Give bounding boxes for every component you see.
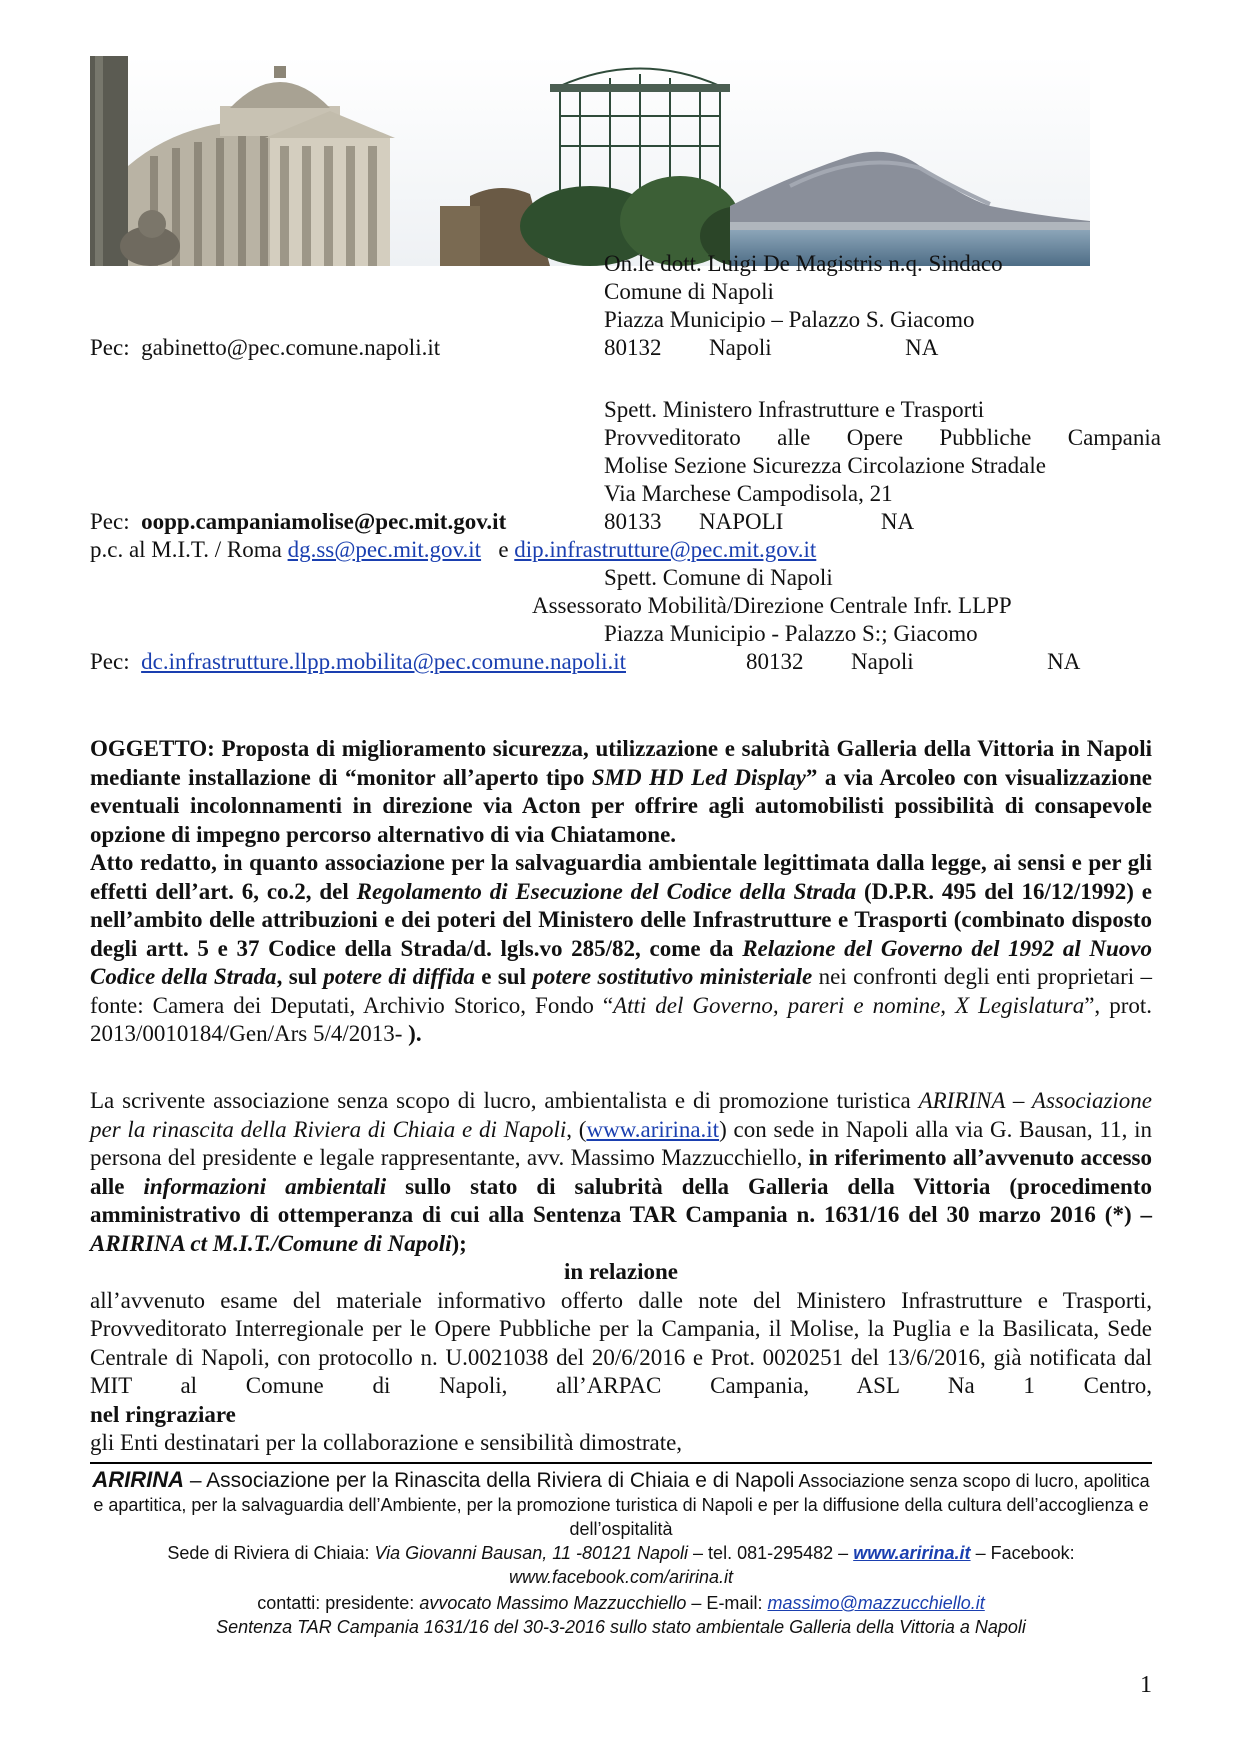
recipient-3-address: Piazza Municipio - Palazzo S:; Giacomo [604, 621, 978, 646]
footer-facebook[interactable]: www.facebook.com/aririna.it [508, 1567, 734, 1587]
cap: 80132 [746, 649, 804, 674]
association-website-link[interactable]: www.aririna.it [586, 1116, 720, 1142]
pc-conjunction: e [498, 537, 509, 562]
pc-label: p.c. al M.I.T. / Roma [90, 537, 282, 562]
pec-label: Pec: [90, 509, 130, 534]
body-block [90, 1087, 1152, 1458]
pec-label: Pec: [90, 335, 130, 360]
footer [90, 1468, 1152, 1639]
recipient-3-office: Assessorato Mobilità/Direzione Centrale Infr. LLPP [532, 593, 1012, 618]
recipient-1-pec-line [90, 334, 440, 362]
pc-line [90, 536, 816, 564]
recipient-3-pec-line [90, 648, 626, 676]
province: NA [880, 509, 915, 534]
city: NAPOLI [699, 509, 784, 534]
footer-brand: ARIRINA [92, 1467, 184, 1492]
footer-association: ARIRINA – Associazione per la Rinascita della Riviera di Chiaia e di Napoli Associazione senza scopo di lucro, apolitica e apartitica, per la salvaguardia dell’Ambiente, per la promozione turistica di Napoli e per la diffusione della cultura dell’accoglienza e dell’ospitalità [92, 1467, 1150, 1539]
recipient-2-city-line [604, 508, 914, 536]
pec-label: Pec: [90, 649, 130, 674]
recipient-3-entity: Spett. Comune di Napoli [604, 565, 833, 590]
subject-block [90, 735, 1152, 1049]
recipient-1-name: On.le dott. Luigi De Magistris n.q. Sindaco [604, 251, 1003, 276]
nel-ringraziare: nel ringraziare [90, 1401, 236, 1427]
footer-address: Sede di Riviera di Chiaia: Via Giovanni Bausan, 11 -80121 Napoli – tel. 081-295482 – www.aririna.it – Facebook: www.facebook.com/aririna.it [167, 1543, 1075, 1587]
pc-email-link-2[interactable]: dip.infrastrutture@pec.mit.gov.it [514, 537, 817, 562]
footer-divider [90, 1462, 1152, 1464]
body-paragraph-2: all’avvenuto esame del materiale informativo offerto dalle note del Ministero Infrastrutture e Trasporti, Provveditorato Interregionale per le Opere Pubbliche per la Campania, il Molise, la Puglia e la Basilicata, Sede Centrale di Napoli, con protocollo n. U.0021038 del 20/6/2016 e Prot. 0020251 del 13/6/2016, già notificata dal MIT al Comune di Napoli, all’ARPAC Campania, ASL Na 1 Centro, [90, 1287, 1152, 1398]
recipient-2-pec: oopp.campaniamolise@pec.mit.gov.it [141, 509, 507, 534]
city: Napoli [709, 335, 772, 360]
header-collage-image [90, 56, 1090, 266]
footer-email-link[interactable]: massimo@mazzucchiello.it [767, 1593, 985, 1613]
footer-website-link[interactable]: www.aririna.it [853, 1543, 971, 1563]
legal-basis-paragraph: Atto redatto, in quanto associazione per la salvaguardia ambientale legittimata dalla legge, ai sensi e per gli effetti dell’art. 6, co.2, del Regolamento di Esecuzione del Codice della Strada (D.P.R. 495 del 16/12/1992) e nell’ambito delle attribuzioni e dei poteri del Ministero delle Infrastrutture e Trasporti (combinato disposto degli artt. 5 e 37 Codice della Strada/d. lgls.vo 285/82, come da Relazione del Governo del 1992 al Nuovo Codice della Strada, sul potere di diffida e sul potere sostitutivo ministeriale nei confronti degli enti proprietari – fonte: Camera dei Deputati, Archivio Storico, Fondo “Atti del Governo, pareri e nomine, X Legislatura”, prot. 2013/0010184/Gen/Ars 5/4/2013- ). [90, 850, 1153, 1046]
recipient-1-pec: gabinetto@pec.comune.napoli.it [141, 335, 441, 360]
recipient-1-address: Piazza Municipio – Palazzo S. Giacomo [604, 307, 975, 332]
body-paragraph-3: gli Enti destinatari per la collaborazione e sensibilità dimostrate, [90, 1430, 683, 1455]
recipient-2-address: Via Marchese Campodisola, 21 [604, 481, 893, 506]
recipient-2-ministry: Spett. Ministero Infrastrutture e Trasporti [604, 397, 985, 422]
recipient-2-section: Molise Sezione Sicurezza Circolazione Stradale [604, 453, 1046, 478]
body-paragraph-1: La scrivente associazione senza scopo di lucro, ambientalista e di promozione turistica ARIRINA – Associazione per la rinascita della Riviera di Chiaia e di Napoli, (www.aririna.it) con sede in Napoli alla via G. Bausan, 11, in persona del presidente e legale rappresentante, avv. Massimo Mazzucchiello, in riferimento all’avvenuto accesso alle informazioni ambientali sullo stato di salubrità della Galleria della Vittoria (procedimento amministrativo di ottemperanza di cui alla Sentenza TAR Campania n. 1631/16 del 30 marzo 2016 (*) – ARIRINA ct M.I.T./Comune di Napoli); [90, 1088, 1152, 1256]
subject-label: OGGETTO: [90, 736, 215, 761]
recipient-3-pec-link[interactable]: dc.infrastrutture.llpp.mobilita@pec.comune.napoli.it [141, 649, 626, 674]
recipient-3-city-line [746, 648, 1080, 676]
recipient-1-city-line [604, 334, 938, 362]
pc-email-link-1[interactable]: dg.ss@pec.mit.gov.it [287, 537, 482, 562]
city: Napoli [851, 649, 914, 674]
recipient-2-office: Provveditorato alle Opere Pubbliche Campania [604, 425, 1161, 450]
page-number: 1 [1140, 1672, 1152, 1698]
footer-sentence: Sentenza TAR Campania 1631/16 del 30-3-2016 sullo stato ambientale Galleria della Vittoria a Napoli [216, 1617, 1026, 1637]
naples-landmarks-illustration [90, 56, 1090, 266]
subject-paragraph: OGGETTO: Proposta di miglioramento sicurezza, utilizzazione e salubrità Galleria della Vittoria in Napoli mediante installazione di “monitor all’aperto tipo SMD HD Led Display” a via Arcoleo con visualizzazione eventuali incolonnamenti in direzione via Acton per offrire agli automobilisti possibilità di consapevole opzione di impegno percorso alternativo di via Chiatamone. [90, 736, 1152, 847]
footer-contacts: contatti: presidente: avvocato Massimo Mazzucchiello – E-mail: massimo@mazzucchiello.it [257, 1593, 985, 1613]
cap: 80133 [604, 509, 662, 534]
province: NA [1047, 649, 1081, 674]
cap: 80132 [604, 335, 662, 360]
recipient-2-pec-line [90, 508, 506, 536]
recipient-1-entity: Comune di Napoli [604, 279, 774, 304]
in-relazione-heading: in relazione [564, 1259, 678, 1284]
province: NA [905, 335, 939, 360]
